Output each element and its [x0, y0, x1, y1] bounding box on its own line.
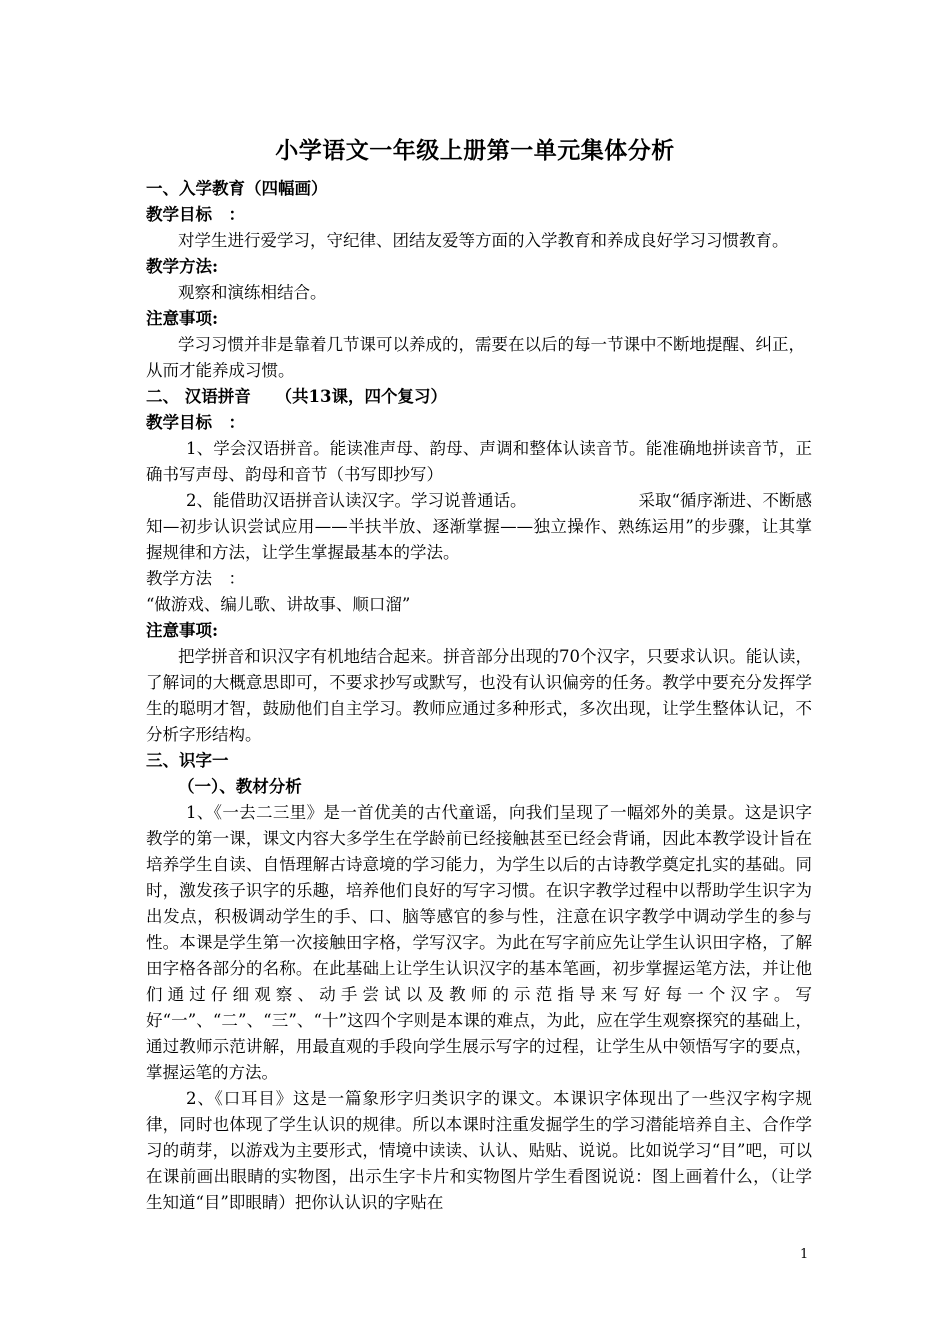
goal-label-1: 教学目标 ：: [146, 205, 245, 224]
sub-heading-3-1: （一）、教材分析: [178, 777, 302, 796]
goal-item-1: 1、学会汉语拼音。能读准声母、韵母、声调和整体认读音节。能准确地拼读音节，正确书写声母、韵母和音节（书写即抄写）: [146, 439, 812, 484]
page-number: 1: [800, 1247, 809, 1262]
goal-item-2-a: 2、能借助汉语拼音认读汉字。学习说普通话。: [186, 491, 527, 510]
note-text-1: 学习习惯并非是靠着几节课可以养成的，需要在以后的每一节课中不断地提醒、纠正，从而才能养成习惯。: [146, 335, 805, 380]
section-heading-1: 一、入学教育（四幅画）: [146, 179, 328, 198]
analysis-paragraph-2: 2、《口耳目》这是一篇象形字归类识字的课文。本课识字体现出了一些汉字构字规律，同时也体现了学生认识的规律。所以本课时注重发掘学生的学习潜能培养自主、合作学习的萌芽，以游戏为主要形式，情境中读读、认认、贴贴、说说。比如说学习“目”吧，可以在课前画出眼睛的实物图，出示生字卡片和实物图片学生看图说说：图上画着什么，（让学生知道“目”即眼睛）把你认认识的字贴在: [146, 1089, 812, 1212]
document-title: 小学语文一年级上册第一单元集体分析: [275, 137, 675, 164]
goal-item-2: [146, 488, 812, 566]
goal-text-1: 对学生进行爱学习，守纪律、团结友爱等方面的入学教育和养成良好学习习惯教育。: [178, 231, 789, 250]
section-heading-2: 二、 汉语拼音 （共13课，四个复习）: [146, 387, 447, 406]
method-text-2: “做游戏、编儿歌、讲故事、顺口溜”: [146, 595, 411, 614]
method-label-2: 教学方法 ：: [146, 569, 245, 588]
note-label-2: 注意事项:: [146, 621, 219, 640]
note-text-2: 把学拼音和识汉字有机地结合起来。拼音部分出现的70个汉字，只要求认识。能认读，了解词的大概意思即可，不要求抄写或默写，也没有认识偏旁的任务。教学中要充分发挥学生的聪明才智，鼓励他们自主学习。教师应通过多种形式，多次出现，让学生整体认记，不分析字形结构。: [146, 647, 812, 744]
analysis-paragraph-1: 1、《一去二三里》是一首优美的古代童谣，向我们呈现了一幅郊外的美景。这是识字教学的第一课，课文内容大多学生在学龄前已经接触甚至已经会背诵，因此本教学设计旨在培养学生自读、自悟理解古诗意境的学习能力，为学生以后的古诗教学奠定扎实的基础。同时，激发孩子识字的乐趣，培养他们良好的写字习惯。在识字教学过程中以帮助学生识字为出发点，积极调动学生的手、口、脑等感官的参与性，注意在识字教学中调动学生的参与性。本课是学生第一次接触田字格，学写汉字。为此在写字前应先让学生认识田字格，了解田字格各部分的名称。在此基础上让学生认识汉字的基本笔画，初步掌握运笔方法，并让他们通过仔细观察、动手尝试以及教师的示范指导来写好每一个汉字。写好“一”、“二”、“三”、“十”这四个字则是本课的难点，为此，应在学生观察探究的基础上，通过教师示范讲解，用最直观的手段向学生展示写字的过程，让学生从中领悟写字的要点，掌握运笔的方法。: [146, 803, 812, 1082]
method-label-1: 教学方法:: [146, 257, 219, 276]
goal-item-2-b: 采取“循序渐进、不断感知—初步认识尝试应用——半扶半放、逐渐掌握——独立操作、熟练运用”的步骤，让其掌握规律和方法，让学生掌握最基本的学法。: [146, 491, 813, 562]
method-text-1: 观察和演练相结合。: [178, 283, 327, 302]
goal-label-2: 教学目标 ：: [146, 413, 245, 432]
section-heading-3: 三、识字一: [146, 751, 229, 770]
note-label-1: 注意事项:: [146, 309, 219, 328]
document-body: [146, 176, 812, 1216]
